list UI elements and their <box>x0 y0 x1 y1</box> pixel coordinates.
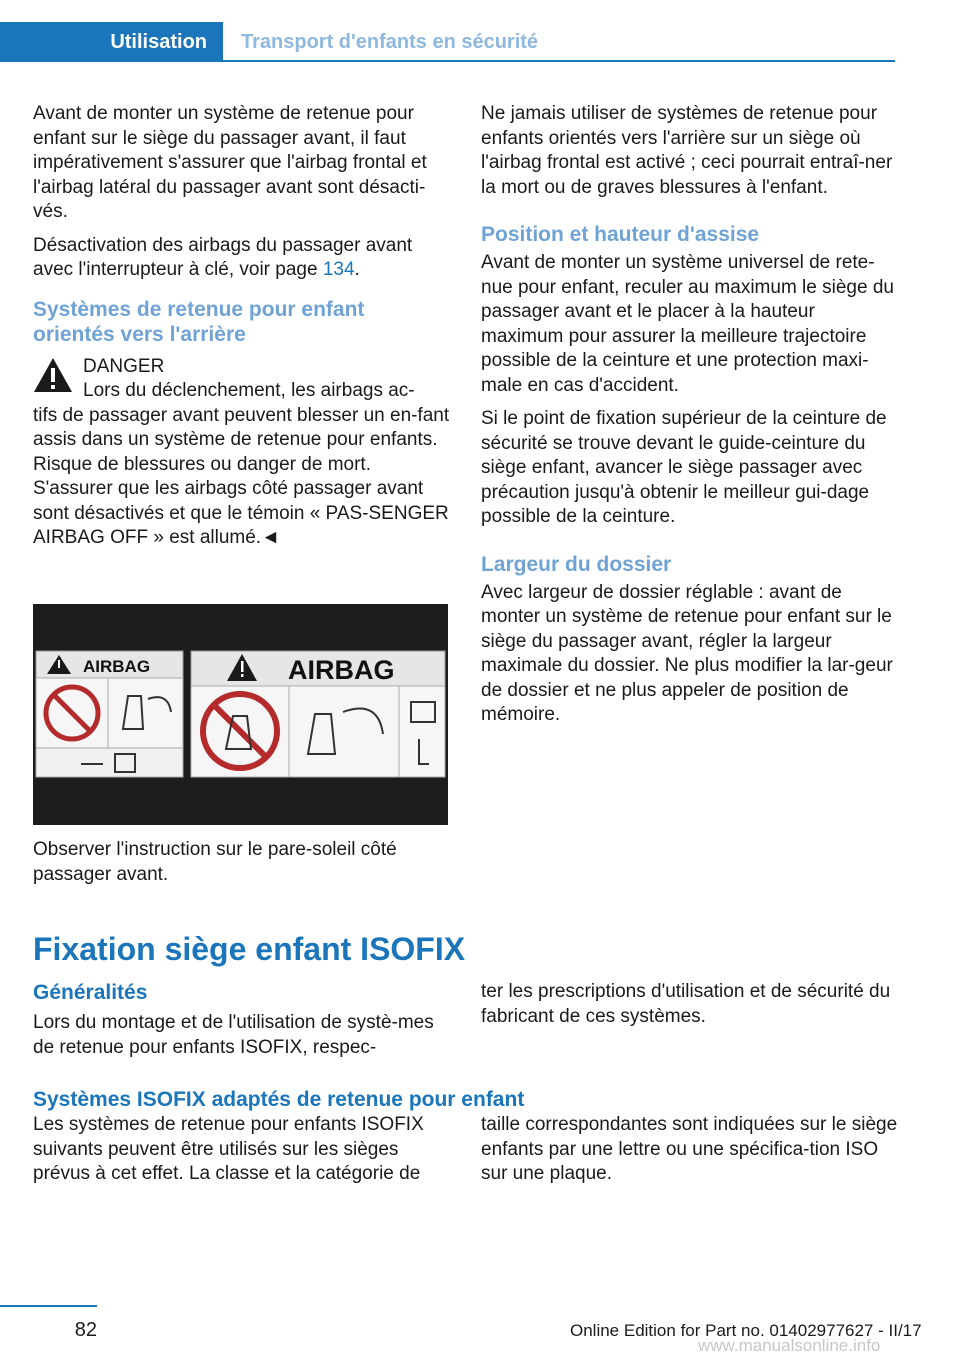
page-number-rule <box>0 1305 97 1307</box>
watermark: www.manualsonline.info <box>698 1336 881 1355</box>
paragraph: taille correspondantes sont indiquées sur le siège enfants par une lettre ou une spécifica‐tion ISO sur une plaque. <box>481 1114 898 1184</box>
left-column <box>33 102 451 551</box>
airbag-text-small: AIRBAG <box>83 657 151 676</box>
section-heading: Largeur du dossier <box>481 552 672 576</box>
paragraph-text: Désactivation des airbags du passager avant avec l'interrupteur à clé, voir page <box>33 234 413 280</box>
header-rule <box>0 60 895 62</box>
airbag-warning-label-photo <box>33 604 448 825</box>
paragraph: Avant de monter un système universel de rete‐nue pour enfant, reculer au maximum le siège du passager avant et le placer à la hauteur maximum pour assurer la meilleure trajectoire possible de la ceinture et une protection maxi‐male en cas d'accident. <box>481 252 894 396</box>
page-number: 82 <box>74 1319 97 1341</box>
paragraph-text: . <box>354 259 360 280</box>
section-heading: Systèmes ISOFIX adaptés de retenue pour enfant <box>33 1088 525 1111</box>
danger-notice <box>33 355 451 551</box>
section-heading: Position et hauteur d'assise <box>481 223 760 246</box>
edition-note: Online Edition for Part no. 01402977627 - II/17 <box>570 1321 922 1340</box>
paragraph: Ne jamais utiliser de systèmes de retenue pour enfants orientés vers l'arrière sur un siège où l'airbag frontal est activé ; ceci pourrait entraî‐ner la mort ou de graves blessures à l'enfant. <box>481 103 893 198</box>
danger-text: Lors du déclenchement, les airbags ac‐ <box>83 380 415 401</box>
section-heading: Systèmes de retenue pour enfant orientés vers l'arrière <box>33 297 365 346</box>
isofix-general-right <box>481 980 899 1038</box>
paragraph: ter les prescriptions d'utilisation et de sécurité du fabricant de ces systèmes. <box>481 981 891 1027</box>
warning-triangle-icon <box>33 357 73 393</box>
airbag-text-large: AIRBAG <box>288 655 395 685</box>
airbag-label-graphic <box>33 604 448 825</box>
chapter-title: Fixation siège enfant ISOFIX <box>33 931 466 967</box>
image-caption <box>33 838 451 896</box>
chapter-tab-section[interactable]: Transport d'enfants en sécurité <box>241 31 539 53</box>
page-link[interactable]: 134 <box>322 259 355 280</box>
paragraph: Lors du montage et de l'utilisation de systè‐mes de retenue pour enfants ISOFIX, respec‐ <box>33 1012 434 1058</box>
section-heading: Généralités <box>33 981 148 1004</box>
paragraph: Les systèmes de retenue pour enfants ISOFIX suivants peuvent être utilisés sur les sièges prévus à cet effet. La classe et la catégorie de <box>33 1114 424 1184</box>
danger-label: DANGER <box>83 355 165 377</box>
isofix-general-left <box>33 1011 451 1069</box>
danger-text: tifs de passager avant peuvent blesser un en‐fant assis dans un système de retenue pour enfants. Risque de blessures ou danger de mort. S'assurer que les airbags côté passager avant sont désactivés et que le témoin « PAS‐SENGER AIRBAG OFF » est allumé.◄ <box>33 404 450 548</box>
right-column <box>481 102 899 737</box>
caption-text: Observer l'instruction sur le pare-soleil côté passager avant. <box>33 839 397 885</box>
isofix-systems-right <box>481 1113 899 1196</box>
paragraph <box>33 234 451 283</box>
chapter-tab-active[interactable]: Utilisation <box>0 22 223 62</box>
isofix-systems-left <box>33 1113 451 1196</box>
paragraph: Avant de monter un système de retenue pour enfant sur le siège du passager avant, il faut impérativement s'assurer que l'airbag frontal et l'airbag latéral du passager avant sont désacti‐vés. <box>33 103 427 222</box>
paragraph: Avec largeur de dossier réglable : avant de monter un système de retenue pour enfant sur le siège du passager avant, régler la largeur maximale du dossier. Ne plus modifier la lar‐geur de dossier et ne plus appeler de position de mémoire. <box>481 581 893 725</box>
paragraph: Si le point de fixation supérieur de la ceinture de sécurité se trouve devant le guide-ceinture du siège enfant, avancer le siège passager avec précaution jusqu'à obtenir le meilleur gui‐dage possible de la ceinture. <box>481 408 887 527</box>
